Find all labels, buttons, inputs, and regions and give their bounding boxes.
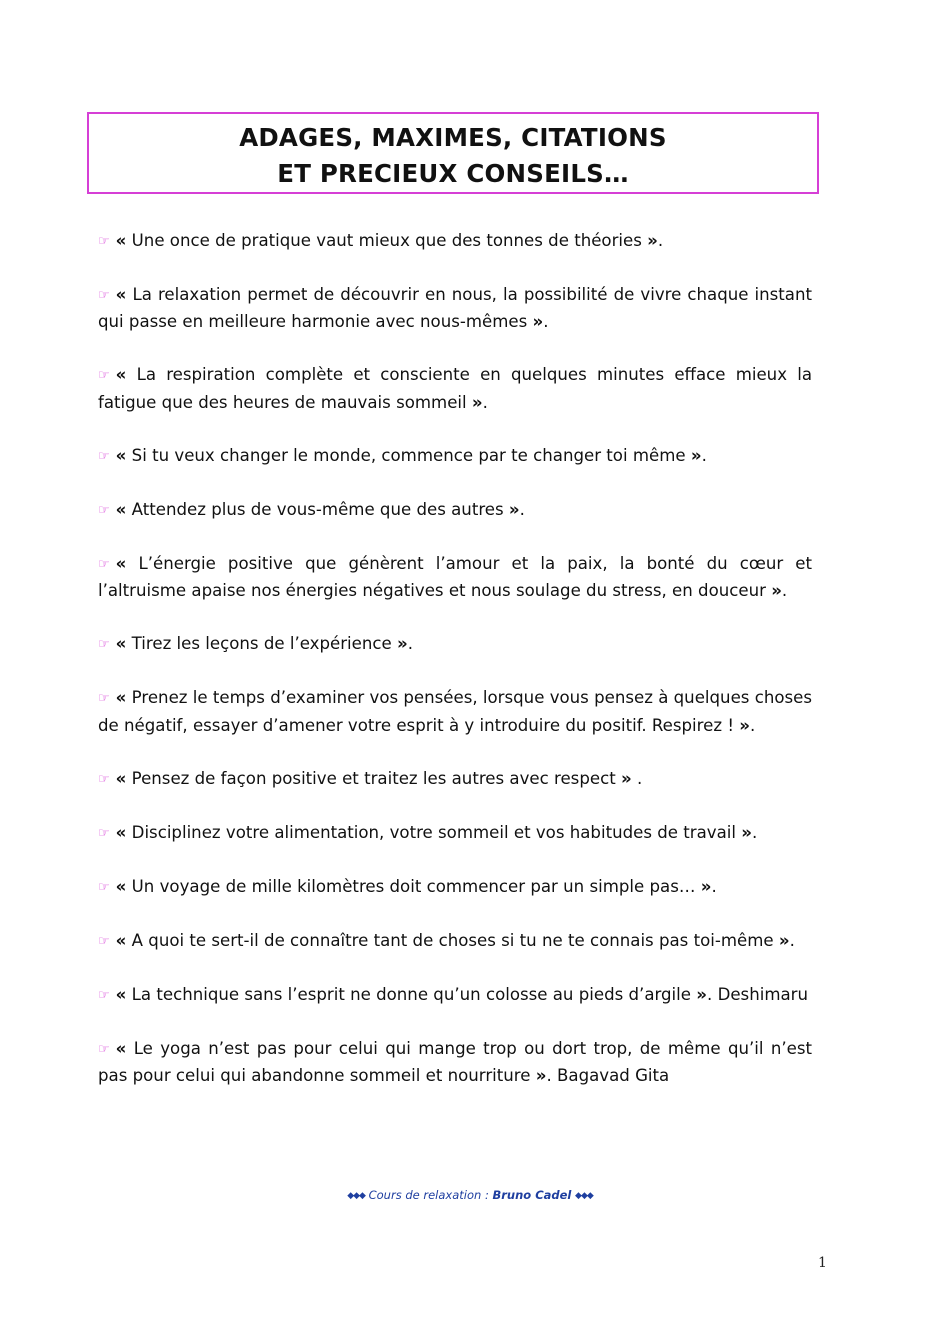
pointing-hand-icon: ☞ bbox=[98, 691, 110, 707]
quote-text: A quoi te sert-il de connaître tant de choses si tu ne te connais pas toi-même bbox=[126, 930, 779, 950]
pointing-hand-icon: ☞ bbox=[98, 879, 110, 895]
quote-text: La technique sans l’esprit ne donne qu’un colosse au pieds d’argile bbox=[126, 984, 697, 1004]
pointing-hand-icon: ☞ bbox=[98, 556, 110, 572]
quote-close-mark: » bbox=[396, 634, 408, 654]
quote-open-mark: « bbox=[115, 231, 127, 250]
quote-item bbox=[98, 497, 812, 524]
quote-close-mark: » bbox=[535, 1066, 547, 1086]
quote-close-mark: » bbox=[647, 231, 658, 250]
quote-item bbox=[98, 1036, 812, 1090]
quote-text: L’énergie positive que génèrent l’amour et la paix, la bonté du cœur et l’altruisme apaise nos énergies négatives et nous soulage du stress, en douceur bbox=[98, 553, 812, 601]
quote-tail: . bbox=[749, 715, 756, 735]
quote-item bbox=[98, 631, 812, 658]
quote-open-mark: « bbox=[115, 365, 127, 385]
quote-tail: . bbox=[789, 930, 795, 950]
pointing-hand-icon: ☞ bbox=[98, 637, 110, 653]
quote-tail: . bbox=[657, 231, 664, 250]
footer-ornament-left: ◆◆◆ bbox=[347, 1191, 365, 1201]
quote-tail: . bbox=[519, 499, 525, 519]
quote-item bbox=[98, 685, 812, 739]
quote-close-mark: » bbox=[532, 312, 544, 332]
quote-close-mark: » bbox=[620, 768, 632, 788]
quotes-list bbox=[98, 228, 812, 1116]
quote-tail: . bbox=[543, 312, 549, 332]
footer-ornament-right: ◆◆◆ bbox=[575, 1191, 593, 1201]
quote-close-mark: » bbox=[771, 581, 782, 601]
quote-item bbox=[98, 874, 812, 901]
quote-text: Une once de pratique vaut mieux que des tonnes de théories bbox=[126, 231, 648, 250]
quote-tail: . bbox=[752, 822, 758, 842]
quote-text: Attendez plus de vous-même que des autres bbox=[126, 499, 509, 519]
quote-text: Un voyage de mille kilomètres doit commencer par un simple pas… bbox=[126, 876, 701, 896]
quote-text: La relaxation permet de découvrir en nous, la possibilité de vivre chaque instant qui passe en meilleure harmonie avec nous-mêmes bbox=[98, 285, 812, 332]
quote-item bbox=[98, 443, 812, 470]
quote-tail: . bbox=[482, 392, 488, 412]
quote-close-mark: » bbox=[739, 715, 750, 735]
quote-open-mark: « bbox=[115, 445, 127, 465]
quote-text: Disciplinez votre alimentation, votre sommeil et vos habitudes de travail bbox=[126, 822, 742, 842]
quote-tail: . bbox=[711, 876, 717, 896]
page-number: 1 bbox=[818, 1255, 827, 1271]
pointing-hand-icon: ☞ bbox=[98, 234, 110, 249]
quote-item bbox=[98, 766, 812, 793]
quote-open-mark: « bbox=[115, 1038, 127, 1058]
quote-tail: . Deshimaru bbox=[707, 984, 808, 1004]
quote-open-mark: « bbox=[115, 930, 127, 950]
quote-text: Tirez les leçons de l’expérience bbox=[126, 634, 397, 654]
pointing-hand-icon: ☞ bbox=[98, 1041, 110, 1057]
quote-item bbox=[98, 928, 812, 955]
quote-item bbox=[98, 982, 812, 1009]
quote-item bbox=[98, 551, 812, 605]
quote-item bbox=[98, 228, 812, 255]
quote-tail: . Bagavad Gita bbox=[546, 1066, 670, 1086]
quote-open-mark: « bbox=[115, 768, 127, 788]
pointing-hand-icon: ☞ bbox=[98, 771, 110, 787]
quote-open-mark: « bbox=[115, 499, 127, 519]
quote-text: La respiration complète et consciente en quelques minutes efface mieux la fatigue que des heures de mauvais sommeil bbox=[98, 365, 812, 412]
pointing-hand-icon: ☞ bbox=[98, 368, 110, 384]
quote-tail: . bbox=[631, 768, 643, 788]
title-frame bbox=[87, 112, 819, 194]
quote-tail: . bbox=[701, 445, 707, 465]
quote-open-mark: « bbox=[115, 984, 127, 1004]
pointing-hand-icon: ☞ bbox=[98, 448, 110, 464]
quote-tail: . bbox=[407, 634, 413, 654]
quote-item bbox=[98, 282, 812, 336]
quote-close-mark: » bbox=[508, 499, 520, 519]
quote-text: Si tu veux changer le monde, commence par te changer toi même bbox=[126, 445, 691, 465]
quote-open-mark: « bbox=[115, 822, 127, 842]
pointing-hand-icon: ☞ bbox=[98, 288, 110, 303]
quote-text: Prenez le temps d’examiner vos pensées, lorsque vous pensez à quelques choses de négatif, essayer d’amener votre esprit à y introduire du positif. Respirez ! bbox=[98, 688, 812, 735]
quote-close-mark: » bbox=[696, 984, 708, 1004]
quote-open-mark: « bbox=[115, 688, 127, 708]
pointing-hand-icon: ☞ bbox=[98, 987, 110, 1003]
quote-close-mark: » bbox=[741, 822, 752, 842]
quote-tail: . bbox=[781, 581, 788, 601]
quote-text: Le yoga n’est pas pour celui qui mange trop ou dort trop, de même qu’il n’est pas pour celui qui abandonne sommeil et nourriture bbox=[98, 1038, 812, 1086]
quote-open-mark: « bbox=[115, 634, 127, 654]
quote-item bbox=[98, 820, 812, 847]
quote-item bbox=[98, 362, 812, 416]
quote-open-mark: « bbox=[115, 876, 127, 896]
pointing-hand-icon: ☞ bbox=[98, 825, 110, 841]
quote-close-mark: » bbox=[690, 445, 702, 465]
footer-author: Bruno Cadel bbox=[492, 1188, 572, 1202]
page-title-line-2: ET PRECIEUX CONSEILS… bbox=[277, 159, 629, 188]
quote-close-mark: » bbox=[778, 930, 790, 950]
quote-open-mark: « bbox=[115, 285, 127, 304]
pointing-hand-icon: ☞ bbox=[98, 502, 110, 518]
quote-open-mark: « bbox=[115, 553, 127, 573]
pointing-hand-icon: ☞ bbox=[98, 933, 110, 949]
quote-text: Pensez de façon positive et traitez les autres avec respect bbox=[126, 768, 621, 788]
footer-label: Cours de relaxation : bbox=[364, 1188, 493, 1202]
quote-close-mark: » bbox=[471, 392, 483, 412]
page-title-line-1: ADAGES, MAXIMES, CITATIONS bbox=[239, 123, 667, 152]
page-footer bbox=[0, 1188, 940, 1202]
quote-close-mark: » bbox=[700, 876, 712, 896]
